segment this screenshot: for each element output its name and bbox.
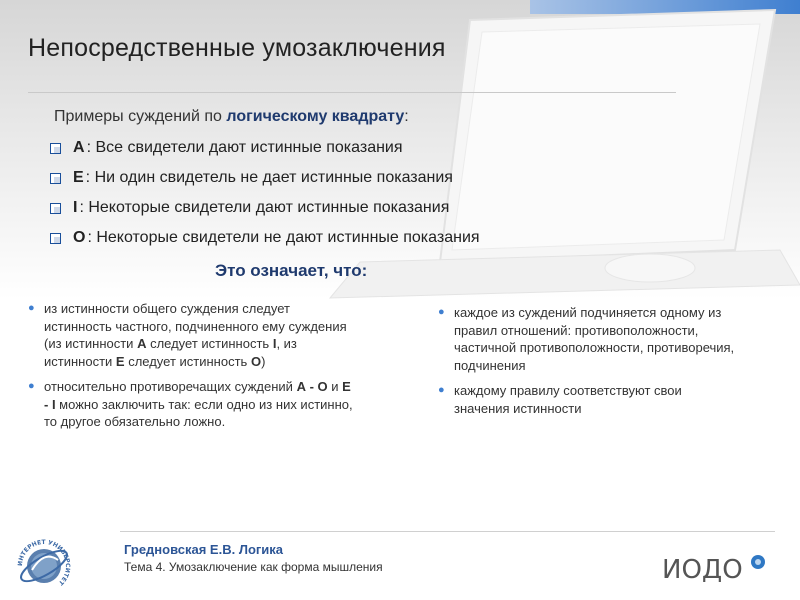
- subtitle-prefix: Примеры суждений по: [54, 108, 227, 125]
- judgment-statement: : Некоторые свидетели дают истинные показания: [79, 199, 450, 216]
- right-point-1: [438, 304, 738, 374]
- judgment-text: [73, 169, 453, 187]
- left-point-1-t2: следует истинность: [146, 336, 273, 351]
- subtitle-suffix: :: [404, 108, 409, 125]
- right-point-2-text: каждому правилу соответствуют свои значения истинности: [454, 383, 682, 416]
- judgment-list: [48, 139, 480, 259]
- footer-divider: [120, 531, 775, 532]
- left-point-2-t2: и: [327, 379, 343, 394]
- left-point-2-t3: можно заключить так: если одно из них истинно, то другое обязательно ложно.: [44, 396, 353, 429]
- judgment-item-a: [48, 139, 480, 169]
- square-bullet-icon: [50, 233, 61, 244]
- left-point-1-t5: ): [261, 353, 266, 369]
- left-point-1-b1: А: [137, 336, 147, 351]
- left-point-1-t4: следует истинность: [124, 353, 251, 369]
- judgment-text: [73, 199, 449, 217]
- judgment-statement: : Ни один свидетель не дает истинные показания: [85, 169, 453, 186]
- slide-title: Непосредственные умозаключения: [28, 34, 446, 62]
- judgment-letter: I: [73, 199, 78, 216]
- judgment-statement: : Некоторые свидетели не дают истинные показания: [87, 229, 480, 246]
- dot-bullet-icon: ●: [438, 306, 445, 318]
- right-point-1-text: каждое из суждений подчиняется одному из правил отношений: противоположности, частичной противоположности, противоречия, подчинения: [454, 305, 735, 373]
- means-heading: Это означает, что:: [215, 261, 368, 280]
- title-divider: [28, 92, 676, 93]
- left-point-2-b1: А - О: [296, 379, 328, 394]
- left-point-1-t3: , из истинности: [44, 336, 297, 369]
- square-bullet-icon: [50, 203, 61, 214]
- judgment-item-e: [48, 169, 480, 199]
- internet-university-logo: [14, 536, 74, 596]
- left-point-2: [28, 378, 358, 431]
- left-points-list: [28, 300, 358, 439]
- judgment-letter: А: [73, 139, 85, 156]
- square-bullet-icon: [50, 143, 61, 154]
- left-point-1-b3: Е: [115, 353, 125, 369]
- subtitle-emphasis: логическому квадрату: [226, 108, 405, 125]
- dot-bullet-icon: ●: [28, 380, 35, 392]
- left-point-1: [28, 300, 358, 370]
- judgment-text: [73, 229, 480, 247]
- dot-bullet-icon: ●: [438, 384, 445, 396]
- judgment-item-i: [48, 199, 480, 229]
- judgment-letter: Е: [73, 169, 84, 186]
- iodo-logo: [660, 550, 772, 586]
- right-point-2: [438, 382, 738, 417]
- left-point-2-b2: Е - I: [44, 379, 351, 412]
- judgment-text: [73, 139, 403, 157]
- left-point-1-b4: О: [250, 353, 262, 369]
- dot-bullet-icon: ●: [28, 302, 35, 314]
- judgment-item-o: [48, 229, 480, 259]
- left-point-1-t1: из истинности общего суждения следует истинность частного, подчиненного ему суждения (из истинности: [44, 301, 347, 351]
- logo-ring-text: ИНТЕРНЕТ УНИВЕРСИТЕТ: [16, 538, 72, 587]
- judgment-statement: : Все свидетели дают истинные показания: [86, 139, 403, 156]
- square-bullet-icon: [50, 173, 61, 184]
- left-point-2-t1: относительно противоречащих суждений: [44, 379, 297, 394]
- footer-author: Гредновская Е.В. Логика: [124, 542, 284, 557]
- left-point-1-b2: I: [272, 336, 277, 351]
- examples-subtitle: [54, 108, 409, 126]
- right-points-list: [438, 304, 738, 425]
- iodo-logo-text: ИОДО: [662, 555, 743, 585]
- footer-topic: Тема 4. Умозаключение как форма мышления: [124, 560, 383, 574]
- judgment-letter: О: [73, 229, 86, 246]
